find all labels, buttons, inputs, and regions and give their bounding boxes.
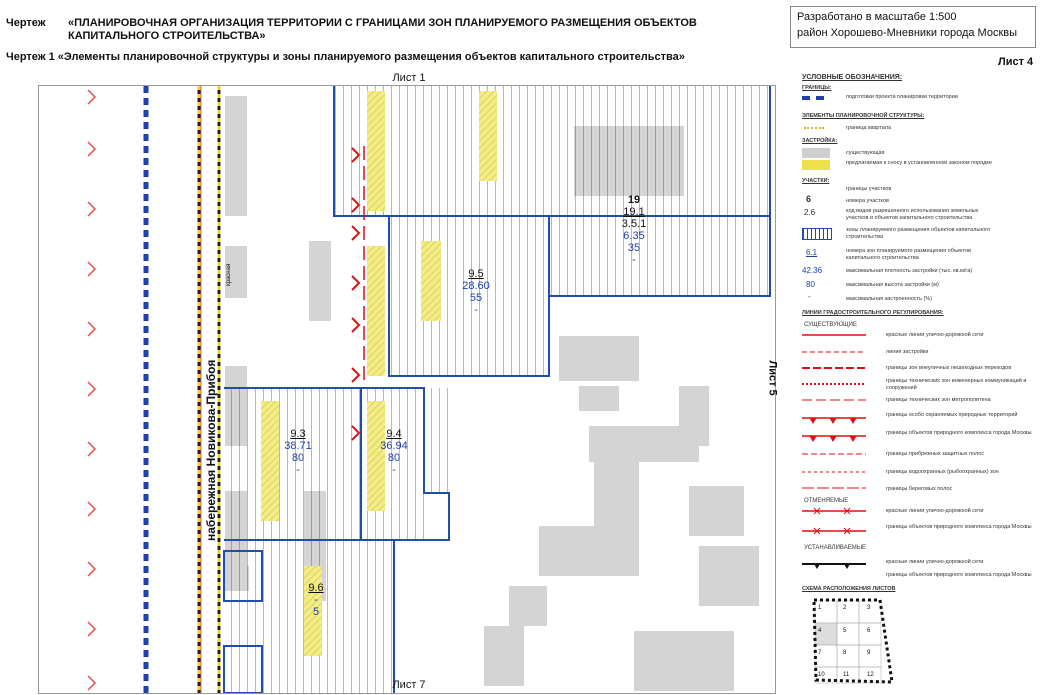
district-line: район Хорошево-Мневники города Москвы [797, 27, 1018, 39]
legend-text: границы объектов природного комплекса города Москвы [886, 572, 1032, 578]
building [484, 626, 524, 686]
sheet-top-label[interactable]: Лист 1 [392, 72, 426, 84]
scale-line: Разработано в масштабе 1:500 [797, 11, 957, 23]
plot-label-96[interactable]: 9.6 - 5 [308, 582, 324, 618]
building [539, 526, 639, 576]
legend-text: номера участков [846, 198, 889, 204]
legend-symbol: 80 [806, 280, 815, 289]
legend-text: границы прибрежных защитных полос [886, 451, 985, 457]
building-demolish [367, 91, 385, 211]
scheme-num: 5 [843, 628, 847, 634]
legend-symbol: 6.1 [806, 248, 818, 257]
border-symbol [802, 96, 824, 100]
legend-line-symbols [800, 330, 870, 500]
map-area[interactable] [38, 72, 779, 694]
legend-text: границы объектов природного комплекса города Москвы [886, 430, 1032, 436]
sheet-right-label[interactable]: Лист 5 [766, 360, 779, 396]
legend-text: код видов разрешенного использования земельных участков и объектов капитального строительства [846, 208, 979, 221]
legend-text: максимальная плотность застройки (тыс. кв.м/га) [846, 268, 973, 274]
scheme-num: 10 [818, 672, 825, 678]
building-demolish [479, 91, 497, 181]
legend-text: красные линии улично-дорожной сети [886, 508, 984, 514]
legend-section: ГРАНИЦЫ: [802, 85, 832, 91]
legend-text: красные линии улично-дорожной сети [886, 332, 984, 338]
legend-text: границы особо охраняемых природных территорий [886, 412, 1018, 418]
legend-text: граница квартала [846, 125, 892, 131]
legend-section: ЭЛЕМЕНТЫ ПЛАНИРОВОЧНОЙ СТРУКТУРЫ: [802, 113, 925, 119]
building [679, 386, 709, 446]
scheme-num: 8 [843, 650, 847, 656]
street-name: набережная Новикова-Прибоя [204, 359, 218, 541]
left-red-chevrons [88, 90, 95, 690]
legend-text: границы технических зон инженерных коммуникаций и сооружений [886, 378, 1027, 391]
legend-text: границы объектов природного комплекса города Москвы [886, 524, 1032, 530]
plot-label-93[interactable]: 9.3 38.71 80 - [284, 428, 312, 476]
map-drawing [39, 86, 775, 693]
legend-title: УСЛОВНЫЕ ОБОЗНАЧЕНИЯ: [802, 74, 903, 81]
legend-text: зоны планируемого размещения объектов капитального строительства [846, 227, 991, 240]
scheme-num: 2 [843, 605, 847, 611]
plot-label-94[interactable]: 9.4 36.94 80 - [380, 428, 408, 476]
legend-subsection: УСТАНАВЛИВАЕМЫЕ [804, 545, 867, 551]
legend-text: границы зон внеуличных пешеходных переходов [886, 365, 1012, 371]
building [225, 96, 247, 216]
legend-subsection: ОТМЕНЯЕМЫЕ [804, 498, 849, 504]
scheme-num: 4 [818, 628, 822, 634]
quarter-symbol [804, 127, 824, 129]
legend-text: существующая [846, 150, 885, 156]
sheet-number: Лист 4 [998, 56, 1034, 68]
scheme-title: СХЕМА РАСПОЛОЖЕНИЯ ЛИСТОВ [802, 586, 896, 592]
building [559, 336, 639, 381]
building [579, 386, 619, 411]
plot-label-95[interactable]: 9.5 28.60 55 - [462, 268, 490, 316]
legend-new-symbols [800, 556, 870, 576]
legend-text: максимальная высота застройки (м) [846, 282, 939, 288]
legend-text: предлагаемая к сносу в установленном законом порядке [846, 160, 992, 166]
scheme-num: 11 [843, 672, 850, 678]
building [689, 486, 744, 536]
legend-symbol: 6 [806, 194, 812, 204]
scheme-num: 1 [818, 605, 822, 611]
legend-text: границы береговых полос [886, 486, 953, 492]
legend-section: ЛИНИИ ГРАДОСТРОИТЕЛЬНОГО РЕГУЛИРОВАНИЯ: [802, 310, 944, 316]
legend-text: границы водоохранных (рыбоохранных) зон [886, 469, 999, 475]
legend-text: границы участков [846, 186, 892, 192]
sheet-scheme[interactable] [810, 596, 900, 688]
legend-panel [790, 72, 1040, 692]
legend-symbol: 42.36 [802, 266, 823, 275]
page-subtitle: Чертеж 1 «Элементы планировочной структуры и зоны планируемого размещения объектов капитального строительства» [6, 51, 685, 63]
building [509, 586, 547, 626]
zone-94-ext [424, 388, 449, 493]
building [634, 631, 734, 691]
legend-section: ЗАСТРОЙКА: [802, 138, 838, 144]
street-name-small: красная [226, 263, 232, 286]
building [309, 241, 331, 321]
legend-text: максимальная застроенность (%) [846, 296, 933, 302]
demolish-build-symbol [802, 160, 830, 170]
existing-build-symbol [802, 148, 830, 158]
building-demolish [367, 246, 385, 376]
legend-text: номера зон планируемого размещения объектов капитального строительства [846, 248, 972, 261]
legend-section: УЧАСТКИ: [802, 178, 830, 184]
scheme-num: 9 [867, 650, 871, 656]
legend-text: линия застройки [886, 349, 929, 355]
legend-cancel-symbols [800, 506, 870, 546]
legend-text: границы технических зон метрополитена [886, 397, 991, 403]
scheme-num: 7 [818, 650, 822, 656]
zone-top [334, 86, 770, 216]
plot-label-19[interactable]: 19 19.1 3.5.1 6.35 35 - [621, 194, 647, 266]
zone-symbol [802, 228, 832, 240]
legend-symbol: - [808, 292, 811, 301]
zone-19 [549, 216, 769, 296]
header-label: Чертеж [6, 17, 46, 29]
page-title: «ПЛАНИРОВОЧНАЯ ОРГАНИЗАЦИЯ ТЕРРИТОРИИ С ГРАНИЦАМИ ЗОН ПЛАНИРУЕМОГО РАЗМЕЩЕНИЯ ОБЪЕКТОВ КАПИТАЛЬНОГО СТРОИТЕЛЬСТВА» [68, 17, 697, 42]
legend-text: красные линии улично-дорожной сети [886, 559, 984, 565]
building [699, 546, 759, 606]
scheme-num: 6 [867, 628, 871, 634]
legend-subsection: СУЩЕСТВУЮЩИЕ [804, 322, 857, 328]
legend-symbol: 2.6 [804, 208, 816, 217]
building-demolish [421, 241, 441, 321]
scheme-num: 3 [867, 605, 871, 611]
sheet-bottom-label[interactable]: Лист 7 [392, 679, 426, 691]
scheme-num: 12 [867, 672, 874, 678]
legend-text: подготовки проекта планировки территории [846, 94, 958, 100]
building [594, 461, 639, 526]
scale-info-box [790, 6, 1036, 48]
